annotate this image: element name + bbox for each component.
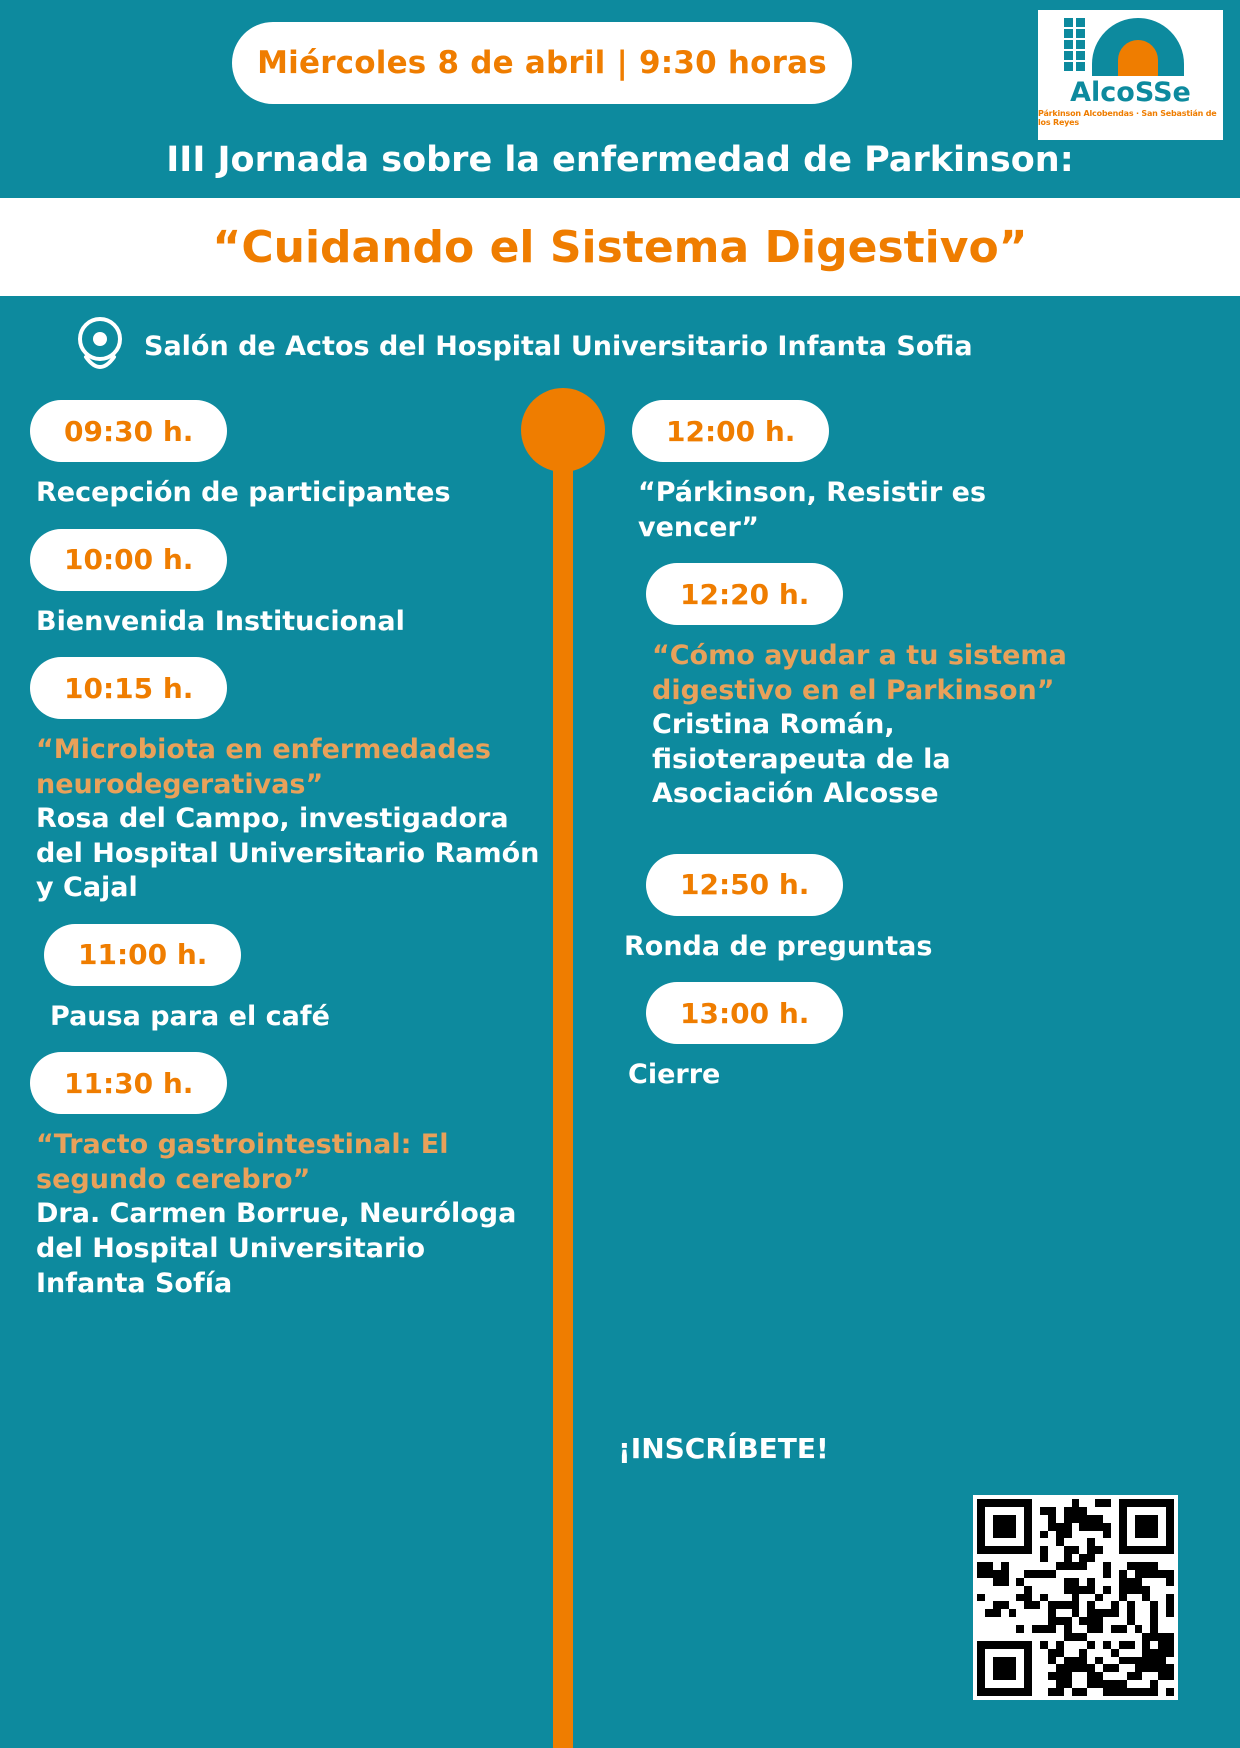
schedule-column-right [618, 400, 1088, 1111]
alcosse-logo [1038, 10, 1223, 140]
schedule-item-text [624, 930, 1088, 965]
page-title: III Jornada sobre la enfermedad de Parkinson: [166, 140, 1074, 180]
venue-label: Salón de Actos del Hospital Universitario Infanta Sofia [144, 330, 973, 362]
date-pill [232, 22, 852, 104]
schedule-item-text [36, 605, 540, 640]
schedule-item-speaker: Ronda de preguntas [624, 930, 933, 962]
schedule-column-left [30, 400, 540, 1319]
time-pill: 13:00 h. [646, 982, 843, 1044]
time-pill: 12:20 h. [646, 563, 843, 625]
schedule-item [624, 854, 1088, 965]
schedule-item-speaker: Rosa del Campo, investigadora del Hospital Universitario Ramón y Cajal [36, 803, 540, 904]
schedule-item-speaker: Pausa para el café [50, 1000, 330, 1032]
time-pill: 10:00 h. [30, 529, 227, 591]
time-pill: 12:50 h. [646, 854, 843, 916]
schedule-item [30, 657, 540, 906]
schedule-item-speaker: Dra. Carmen Borrue, Neuróloga del Hospital Universitario Infanta Sofía [36, 1198, 517, 1299]
time-pill: 11:00 h. [44, 924, 241, 986]
schedule-item-text [50, 1000, 540, 1035]
arch-logo-icon [1056, 16, 1206, 78]
schedule-item-text [36, 476, 540, 511]
schedule-item-text [652, 639, 1088, 812]
schedule-item [628, 982, 1088, 1093]
time-pill: 11:30 h. [30, 1052, 227, 1114]
schedule-item-talk-title: “Cómo ayudar a tu sistema digestivo en el Parkinson” [652, 640, 1067, 706]
schedule-item [646, 563, 1088, 812]
schedule-item-text [628, 1058, 1088, 1093]
inscribete-label: ¡INSCRÍBETE! [618, 1432, 829, 1465]
venue [72, 315, 973, 377]
timeline-line [553, 455, 573, 1748]
location-pin-icon [72, 315, 128, 377]
logo-dots-icon [1064, 18, 1086, 76]
time-pill: 12:00 h. [632, 400, 829, 462]
date-pill-label: Miércoles 8 de abril | 9:30 horas [257, 45, 827, 81]
schedule-item [30, 529, 540, 640]
schedule-item-speaker: Cierre [628, 1059, 721, 1091]
schedule-item-talk-title: “Tracto gastrointestinal: El segundo cerebro” [36, 1129, 449, 1195]
schedule-item-speaker: Cristina Román, fisioterapeuta de la Asociación Alcosse [652, 709, 951, 810]
logo-name: AlcoSSe [1070, 77, 1191, 108]
schedule-item [44, 924, 540, 1035]
schedule-item-talk-title: “Microbiota en enfermedades neurodegerativas” [36, 734, 491, 800]
schedule-item-speaker: Bienvenida Institucional [36, 605, 405, 637]
schedule-item-text [638, 476, 1088, 545]
qr-code-icon[interactable] [973, 1495, 1178, 1700]
poster-header [0, 0, 1240, 200]
schedule-item-speaker: Recepción de participantes [36, 477, 451, 508]
schedule-item [632, 400, 1088, 545]
schedule-item-text [36, 733, 540, 906]
logo-tagline: Párkinson Alcobendas · San Sebastián de los Reyes [1038, 109, 1217, 127]
time-pill: 09:30 h. [30, 400, 227, 462]
schedule-item-text [36, 1128, 540, 1301]
time-pill: 10:15 h. [30, 657, 227, 719]
schedule-item [30, 400, 540, 511]
schedule-item [30, 1052, 540, 1301]
poster-subtitle: “Cuidando el Sistema Digestivo” [212, 221, 1028, 273]
schedule-item-talk-title: “Párkinson, Resistir es vencer” [638, 477, 987, 543]
subtitle-band [0, 198, 1240, 296]
